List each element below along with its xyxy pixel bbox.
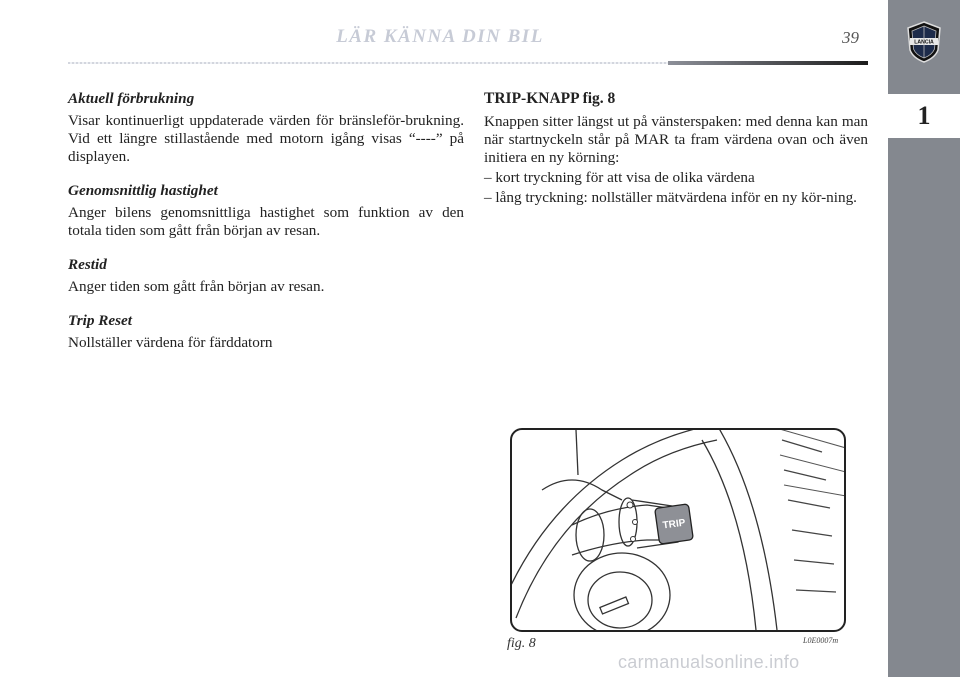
trip-button-heading: TRIP-KNAPP fig. 8 [484,90,616,107]
section-heading-travel-time: Restid [68,256,107,273]
section-body-trip-reset: Nollställer värdena för färddatorn [68,334,273,351]
lancia-logo-icon [905,20,943,64]
trip-short-press-item: – kort tryckning för att visa de olika värdena [484,169,755,186]
trip-long-press-item: – lång tryckning: nollställer mätvärdena inför en ny kör-ning. [484,189,857,206]
figure-code: L0E0007m [803,636,839,645]
section-heading-trip-reset: Trip Reset [68,312,132,329]
lancia-logo-text: LANCIA [914,39,934,46]
chapter-tab[interactable]: 1 [888,94,960,138]
section-body-current-consumption: Visar kontinuerligt uppdaterade värden för bränsleför-brukning. Vid ett längre stillastående med motorn igång visas “----” på displayen. [68,112,464,165]
header-rule [68,62,668,64]
trip-button-label: TRIP [662,517,687,532]
page-number: 39 [842,28,859,47]
header-rule-accent [668,61,868,65]
steering-column-stalk-drawing [512,430,844,630]
right-column [484,90,868,209]
section-heading-current-consumption: Aktuell förbrukning [68,90,195,107]
page-header-title: LÄR KÄNNA DIN BIL [336,26,544,47]
section-heading-average-speed: Genomsnittlig hastighet [68,182,218,199]
section-body-travel-time: Anger tiden som gått från början av resan. [68,278,325,295]
trip-button-intro: Knappen sitter längst ut på vänsterspaken: med denna kan man när startnyckeln står på MAR ta fram värdena ovan och även initiera en ny körning: [484,113,868,166]
section-body-average-speed: Anger bilens genomsnittliga hastighet som funktion av den totala tiden som gått från början av resan. [68,204,464,239]
left-column [68,90,464,368]
figure-caption: fig. 8 [507,636,536,651]
watermark-text: carmanualsonline.info [618,652,800,672]
figure-8-illustration [510,428,846,632]
